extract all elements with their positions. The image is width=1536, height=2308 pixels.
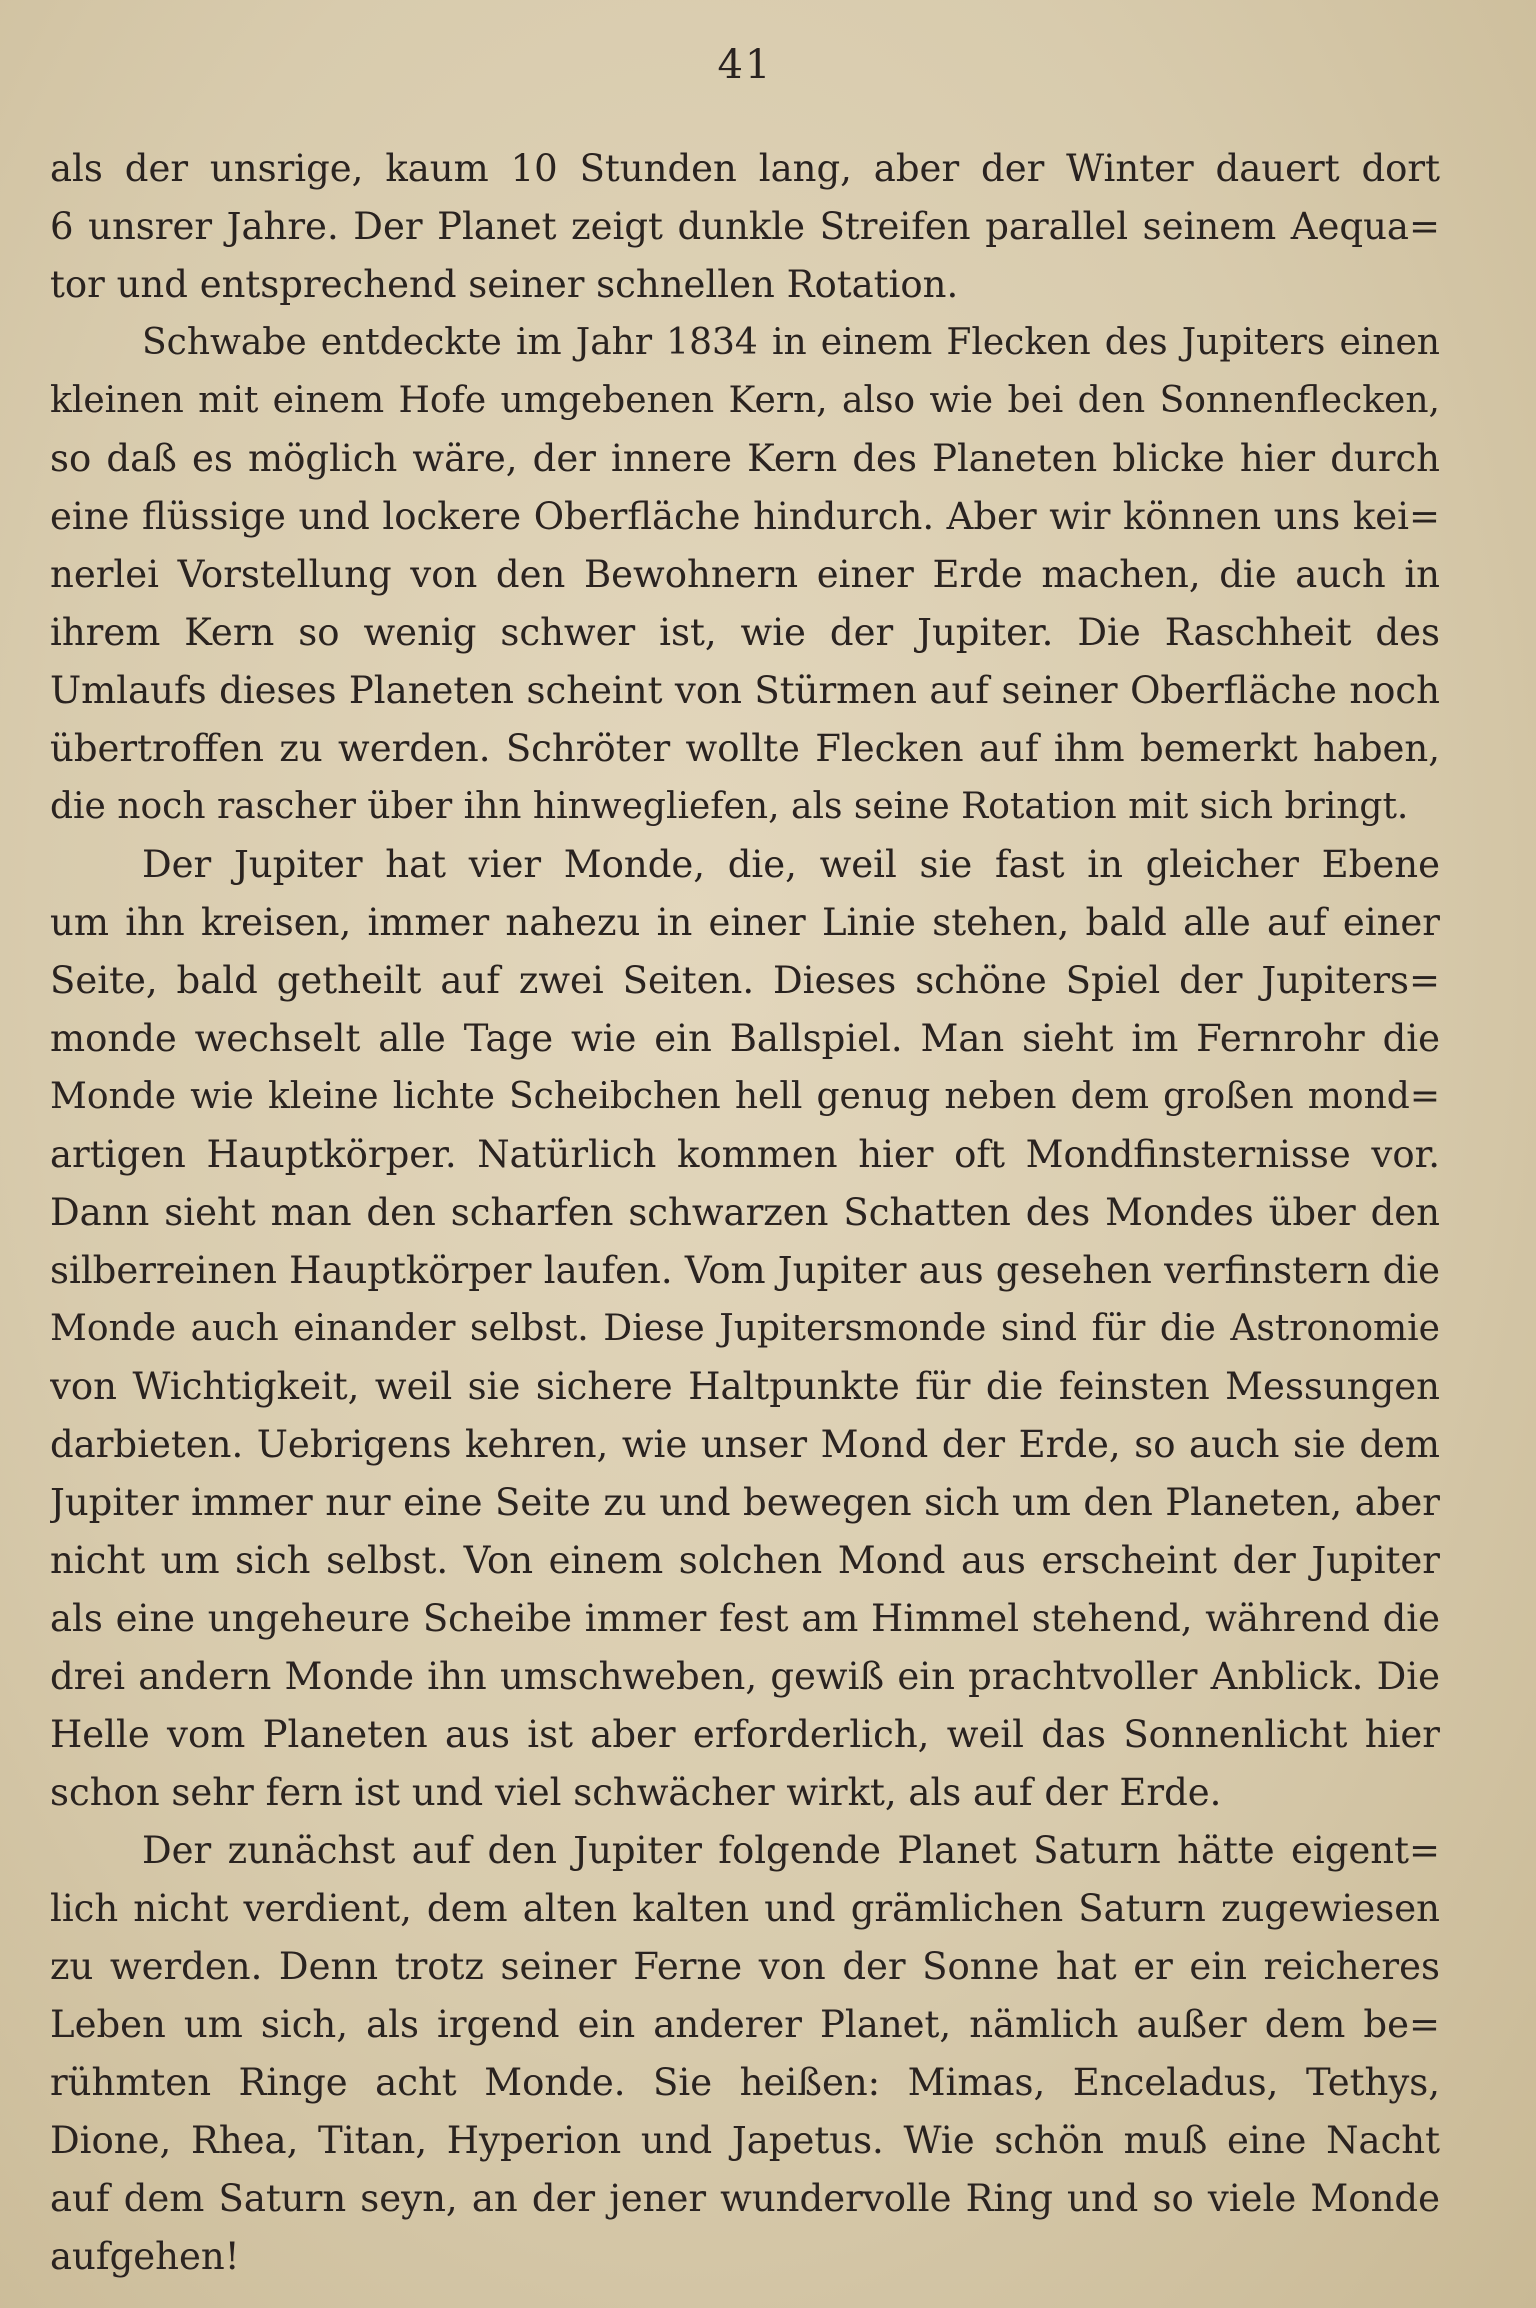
- text-line: übertroffen zu werden. Schröter wollte Flecken auf ihm bemerkt haben,: [50, 727, 1440, 770]
- text-line: schon sehr fern ist und viel schwächer wirkt, als auf der Erde.: [50, 1771, 1222, 1814]
- text-line: Helle vom Planeten aus ist aber erforderlich, weil das Sonnenlicht hier: [50, 1713, 1440, 1756]
- text-line: so daß es möglich wäre, der innere Kern des Planeten blicke hier durch: [50, 437, 1440, 480]
- text-line: nicht um sich selbst. Von einem solchen Mond aus erscheint der Jupiter: [50, 1539, 1440, 1582]
- text-line: nerlei Vorstellung von den Bewohnern einer Erde machen, die auch in: [50, 553, 1440, 596]
- text-line: auf dem Saturn seyn, an der jener wundervolle Ring und so viele Monde: [50, 2177, 1440, 2220]
- text-line: Jupiter immer nur eine Seite zu und bewegen sich um den Planeten, aber: [50, 1481, 1440, 1524]
- text-line: ihrem Kern so wenig schwer ist, wie der Jupiter. Die Raschheit des: [50, 611, 1440, 654]
- text-line: Monde wie kleine lichte Scheibchen hell genug neben dem großen mond=: [50, 1076, 1440, 1117]
- page-number: 41: [717, 42, 773, 88]
- text-line: Leben um sich, als irgend ein anderer Planet, nämlich außer dem be=: [50, 2003, 1440, 2046]
- text-line: kleinen mit einem Hofe umgebenen Kern, also wie bei den Sonnenflecken,: [50, 380, 1440, 421]
- text-line: drei andern Monde ihn umschweben, gewiß ein prachtvoller Anblick. Die: [50, 1655, 1440, 1698]
- text-line: von Wichtigkeit, weil sie sichere Haltpunkte für die feinsten Messungen: [50, 1365, 1440, 1408]
- paragraph-1: [50, 140, 1440, 314]
- text-line: tor und entsprechend seiner schnellen Rotation.: [50, 263, 959, 306]
- text-line: als eine ungeheure Scheibe immer fest am Himmel stehend, während die: [50, 1597, 1440, 1640]
- text-line: Seite, bald getheilt auf zwei Seiten. Dieses schöne Spiel der Jupiters=: [50, 959, 1440, 1002]
- text-line: Dione, Rhea, Titan, Hyperion und Japetus. Wie schön muß eine Nacht: [50, 2119, 1440, 2162]
- text-line: zu werden. Denn trotz seiner Ferne von der Sonne hat er ein reicheres: [50, 1945, 1440, 1988]
- text-line: Schwabe entdeckte im Jahr 1834 in einem Flecken des Jupiters einen: [142, 322, 1440, 363]
- text-line: lich nicht verdient, dem alten kalten und grämlichen Saturn zugewiesen: [50, 1887, 1440, 1930]
- text-line: Monde auch einander selbst. Diese Jupitersmonde sind für die Astronomie: [50, 1308, 1440, 1349]
- paragraph-3: [50, 836, 1440, 1822]
- text-line: die noch rascher über ihn hinwegliefen, als seine Rotation mit sich bringt.: [50, 786, 1409, 827]
- text-line: eine flüssige und lockere Oberfläche hindurch. Aber wir können uns kei=: [50, 495, 1440, 538]
- text-line: silberreinen Hauptkörper laufen. Vom Jupiter aus gesehen verfinstern die: [50, 1249, 1440, 1292]
- paragraph-2: [50, 314, 1440, 836]
- page-body-text: [50, 140, 1440, 2286]
- text-line: rühmten Ringe acht Monde. Sie heißen: Mimas, Enceladus, Tethys,: [50, 2061, 1440, 2104]
- text-line: monde wechselt alle Tage wie ein Ballspiel. Man sieht im Fernrohr die: [50, 1017, 1440, 1060]
- text-line: als der unsrige, kaum 10 Stunden lang, aber der Winter dauert dort: [50, 147, 1440, 190]
- text-line: 6 unsrer Jahre. Der Planet zeigt dunkle Streifen parallel seinem Aequa=: [50, 205, 1440, 248]
- text-line: Umlaufs dieses Planeten scheint von Stürmen auf seiner Oberfläche noch: [50, 669, 1440, 712]
- text-line: aufgehen!: [50, 2235, 240, 2278]
- text-line: darbieten. Uebrigens kehren, wie unser Mond der Erde, so auch sie dem: [50, 1423, 1440, 1466]
- text-line: Der zunächst auf den Jupiter folgende Planet Saturn hätte eigent=: [142, 1829, 1440, 1872]
- paragraph-4: [50, 1822, 1440, 2286]
- text-line: um ihn kreisen, immer nahezu in einer Linie stehen, bald alle auf einer: [50, 901, 1440, 944]
- text-line: Der Jupiter hat vier Monde, die, weil sie fast in gleicher Ebene: [142, 843, 1440, 886]
- text-line: artigen Hauptkörper. Natürlich kommen hier oft Mondfinsternisse vor.: [50, 1133, 1440, 1176]
- text-line: Dann sieht man den scharfen schwarzen Schatten des Mondes über den: [50, 1191, 1440, 1234]
